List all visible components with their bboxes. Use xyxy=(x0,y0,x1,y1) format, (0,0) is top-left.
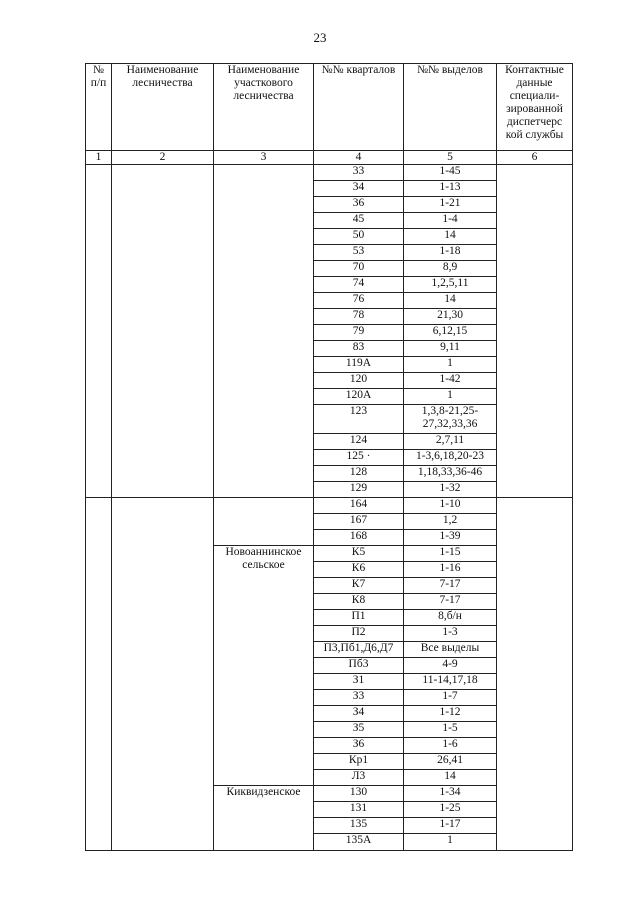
quarter-cell: 135 xyxy=(314,818,404,834)
quarter-cell: З1 xyxy=(314,674,404,690)
allotment-cell: 1-4 xyxy=(404,213,497,229)
subdistrict-cell xyxy=(214,165,314,498)
allotment-cell: 1-16 xyxy=(404,562,497,578)
allotment-cell: 1 xyxy=(404,834,497,851)
quarter-cell: 120А xyxy=(314,389,404,405)
quarter-cell: Кр1 xyxy=(314,754,404,770)
quarter-cell: 119А xyxy=(314,357,404,373)
header-cell: Наименование участкового лесничества xyxy=(214,64,314,151)
subdistrict-cell: Киквидзенское xyxy=(214,786,314,851)
allotment-cell: 1-5 xyxy=(404,722,497,738)
allotment-cell: 1 xyxy=(404,389,497,405)
quarter-cell: З5 xyxy=(314,722,404,738)
subdistrict-cell xyxy=(214,498,314,546)
allotment-cell: 1-7 xyxy=(404,690,497,706)
header-cell: Наименование лесничества xyxy=(112,64,214,151)
header-cell: Контактные данные специали-зированной диспетчерс кой службы xyxy=(497,64,573,151)
header-cell: № п/п xyxy=(86,64,112,151)
num-cell xyxy=(86,165,112,498)
forestry-cell xyxy=(112,165,214,498)
quarter-cell: П1 xyxy=(314,610,404,626)
quarter-cell: 33 xyxy=(314,165,404,181)
allotment-cell: 1-3,6,18,20-23 xyxy=(404,450,497,466)
column-number: 1 xyxy=(86,151,112,165)
quarter-cell: 76 xyxy=(314,293,404,309)
quarter-cell: 78 xyxy=(314,309,404,325)
quarter-cell: 120 xyxy=(314,373,404,389)
quarter-cell: 124 xyxy=(314,434,404,450)
allotment-cell: 9,11 xyxy=(404,341,497,357)
quarter-cell: 164 xyxy=(314,498,404,514)
allotment-cell: 1-13 xyxy=(404,181,497,197)
allotment-cell: 1-10 xyxy=(404,498,497,514)
forestry-table xyxy=(85,63,573,851)
allotment-cell: 1,2 xyxy=(404,514,497,530)
allotment-cell: 1-42 xyxy=(404,373,497,389)
allotment-cell: 4-9 xyxy=(404,658,497,674)
allotment-cell: 1-25 xyxy=(404,802,497,818)
table-body xyxy=(86,165,573,851)
allotment-cell: 1 xyxy=(404,357,497,373)
allotment-cell: 1,3,8-21,25-27,32,33,36 xyxy=(404,405,497,434)
quarter-cell: П2 xyxy=(314,626,404,642)
contact-cell xyxy=(497,165,573,498)
table-row xyxy=(86,165,573,181)
allotment-cell: 11-14,17,18 xyxy=(404,674,497,690)
allotment-cell: 1,2,5,11 xyxy=(404,277,497,293)
allotment-cell: 1-15 xyxy=(404,546,497,562)
quarter-cell: П3,Пб1,Д6,Д7 xyxy=(314,642,404,658)
allotment-cell: 1-17 xyxy=(404,818,497,834)
header-row xyxy=(86,64,573,151)
quarter-cell: 36 xyxy=(314,197,404,213)
quarter-cell: З3 xyxy=(314,690,404,706)
allotment-cell: 7-17 xyxy=(404,578,497,594)
quarter-cell: 168 xyxy=(314,530,404,546)
quarter-cell: 74 xyxy=(314,277,404,293)
allotment-cell: 1-6 xyxy=(404,738,497,754)
quarter-cell: К8 xyxy=(314,594,404,610)
quarter-cell: 135А xyxy=(314,834,404,851)
quarter-cell: 70 xyxy=(314,261,404,277)
column-number: 3 xyxy=(214,151,314,165)
allotment-cell: 1-34 xyxy=(404,786,497,802)
column-number-row xyxy=(86,151,573,165)
column-number: 6 xyxy=(497,151,573,165)
num-cell xyxy=(86,498,112,851)
allotment-cell: 2,7,11 xyxy=(404,434,497,450)
quarter-cell: 129 xyxy=(314,482,404,498)
allotment-cell: 21,30 xyxy=(404,309,497,325)
column-number: 5 xyxy=(404,151,497,165)
page-number: 23 xyxy=(313,30,327,45)
quarter-cell: 130 xyxy=(314,786,404,802)
table-row xyxy=(86,498,573,514)
allotment-cell: 8,б/н xyxy=(404,610,497,626)
header-cell: №№ кварталов xyxy=(314,64,404,151)
forestry-cell xyxy=(112,498,214,851)
allotment-cell: 26,41 xyxy=(404,754,497,770)
allotment-cell: 1-18 xyxy=(404,245,497,261)
allotment-cell: 6,12,15 xyxy=(404,325,497,341)
allotment-cell: Все выделы xyxy=(404,642,497,658)
quarter-cell: З4 xyxy=(314,706,404,722)
allotment-cell: 1-32 xyxy=(404,482,497,498)
quarter-cell: 128 xyxy=(314,466,404,482)
quarter-cell: 125 · xyxy=(314,450,404,466)
quarter-cell: 79 xyxy=(314,325,404,341)
allotment-cell: 1-21 xyxy=(404,197,497,213)
header-cell: №№ выделов xyxy=(404,64,497,151)
quarter-cell: К5 xyxy=(314,546,404,562)
allotment-cell: 1,18,33,36-46 xyxy=(404,466,497,482)
quarter-cell: 53 xyxy=(314,245,404,261)
allotment-cell: 7-17 xyxy=(404,594,497,610)
quarter-cell: 34 xyxy=(314,181,404,197)
quarter-cell: К7 xyxy=(314,578,404,594)
quarter-cell: 45 xyxy=(314,213,404,229)
column-number: 2 xyxy=(112,151,214,165)
allotment-cell: 14 xyxy=(404,293,497,309)
allotment-cell: 1-45 xyxy=(404,165,497,181)
allotment-cell: 8,9 xyxy=(404,261,497,277)
quarter-cell: 131 xyxy=(314,802,404,818)
quarter-cell: Пб3 xyxy=(314,658,404,674)
allotment-cell: 1-39 xyxy=(404,530,497,546)
allotment-cell: 14 xyxy=(404,770,497,786)
quarter-cell: 83 xyxy=(314,341,404,357)
quarter-cell: Л3 xyxy=(314,770,404,786)
quarter-cell: 167 xyxy=(314,514,404,530)
quarter-cell: 50 xyxy=(314,229,404,245)
quarter-cell: К6 xyxy=(314,562,404,578)
contact-cell xyxy=(497,498,573,851)
allotment-cell: 14 xyxy=(404,229,497,245)
column-number: 4 xyxy=(314,151,404,165)
subdistrict-cell: Новоаннинское сельское xyxy=(214,546,314,786)
allotment-cell: 1-3 xyxy=(404,626,497,642)
allotment-cell: 1-12 xyxy=(404,706,497,722)
quarter-cell: З6 xyxy=(314,738,404,754)
quarter-cell: 123 xyxy=(314,405,404,434)
